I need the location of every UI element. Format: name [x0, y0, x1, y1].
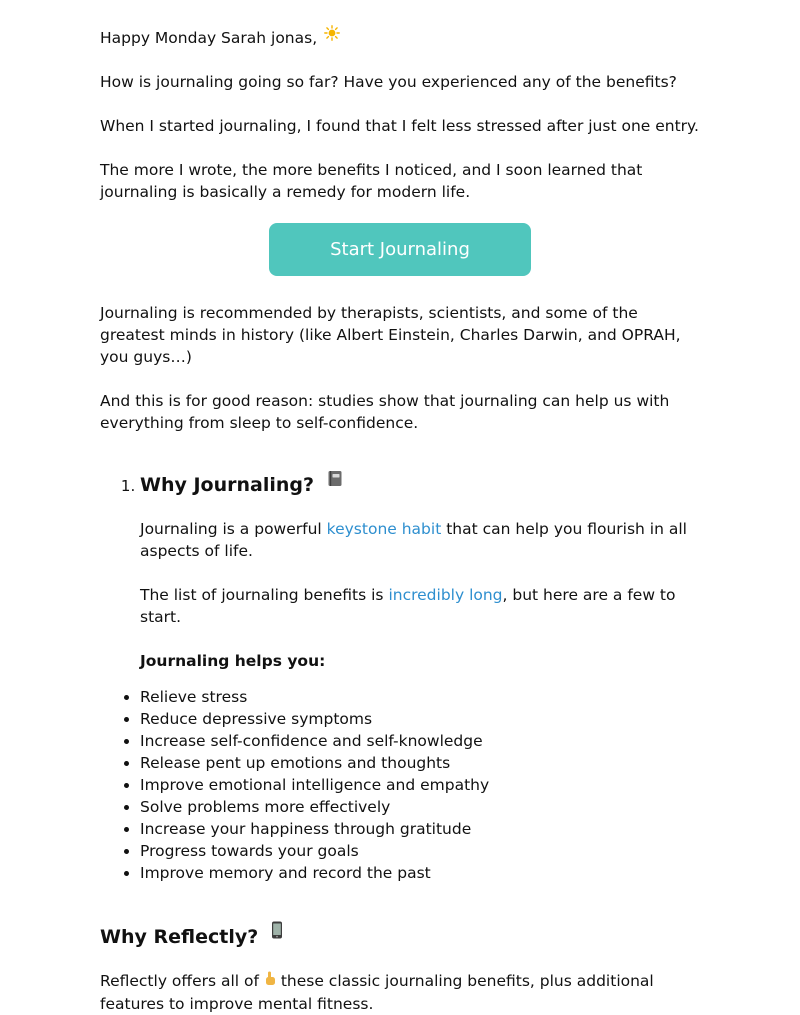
greeting-text: Happy Monday Sarah jonas, [100, 29, 318, 47]
greeting [100, 25, 700, 49]
benefits-intro-paragraph [140, 584, 700, 628]
body-paragraph-2: And this is for good reason: studies show that journaling can help us with everything from sleep to self-confidence. [100, 392, 670, 432]
cta-row [100, 223, 700, 276]
body-paragraph-1: Journaling is recommended by therapists, scientists, and some of the greatest minds in history (like Albert Einstein, Charles Darwin, and OPRAH, you guys…) [100, 304, 681, 366]
reflectly-text-before: Reflectly offers all of [100, 972, 264, 990]
notebook-icon [327, 468, 343, 494]
benefits-list [100, 686, 700, 884]
keystone-habit-link[interactable]: keystone habit [326, 520, 442, 538]
section-why-journaling [140, 468, 700, 672]
section-list [100, 468, 700, 672]
sun-icon [324, 25, 340, 47]
email-content [100, 0, 700, 1015]
keystone-text-before: Journaling is a powerful [140, 520, 327, 538]
reflectly-paragraph [100, 970, 700, 1015]
keystone-paragraph [140, 518, 700, 562]
section-title-why-journaling [140, 468, 343, 498]
list-item: • Improve memory and record the past [140, 862, 700, 884]
intro-paragraph-1: How is journaling going so far? Have you experienced any of the benefits? [100, 73, 677, 91]
intro-paragraph-2: When I started journaling, I found that I felt less stressed after just one entry. [100, 117, 699, 135]
list-item: • Reduce depressive symptoms [140, 708, 700, 730]
incredibly-long-link[interactable]: incredibly long [388, 586, 503, 604]
intro-paragraph-3: The more I wrote, the more benefits I noticed, and I soon learned that journaling is basically a remedy for modern life. [100, 161, 643, 201]
list-item: • Release pent up emotions and thoughts [140, 752, 700, 774]
keystone-text-after: that can help you flourish in all aspects of life. [140, 520, 687, 560]
benefits-text-after: , but here are a few to start. [140, 586, 676, 626]
section2-title-text: Why Reflectly? [100, 926, 259, 948]
start-journaling-button[interactable]: Start Journaling [269, 223, 531, 276]
mobile-phone-icon [271, 920, 283, 946]
list-item: • Solve problems more effectively [140, 796, 700, 818]
list-item: • Increase self-confidence and self-knowledge [140, 730, 700, 752]
section-title-text: Why Journaling? [140, 474, 315, 496]
benefits-subhead: Journaling helps you: [140, 652, 326, 670]
reflectly-text-after: these classic journaling benefits, plus additional features to improve mental fitness. [100, 972, 654, 1013]
list-item: • Increase your happiness through gratitude [140, 818, 700, 840]
section-body-why-journaling [140, 518, 700, 672]
list-item: • Improve emotional intelligence and empathy [140, 774, 700, 796]
list-item: • Relieve stress [140, 686, 700, 708]
section-title-why-reflectly [100, 920, 283, 950]
pointing-up-icon [264, 971, 276, 993]
section-why-reflectly [100, 920, 700, 1015]
list-item: • Progress towards your goals [140, 840, 700, 862]
benefits-text-before: The list of journaling benefits is [140, 586, 389, 604]
